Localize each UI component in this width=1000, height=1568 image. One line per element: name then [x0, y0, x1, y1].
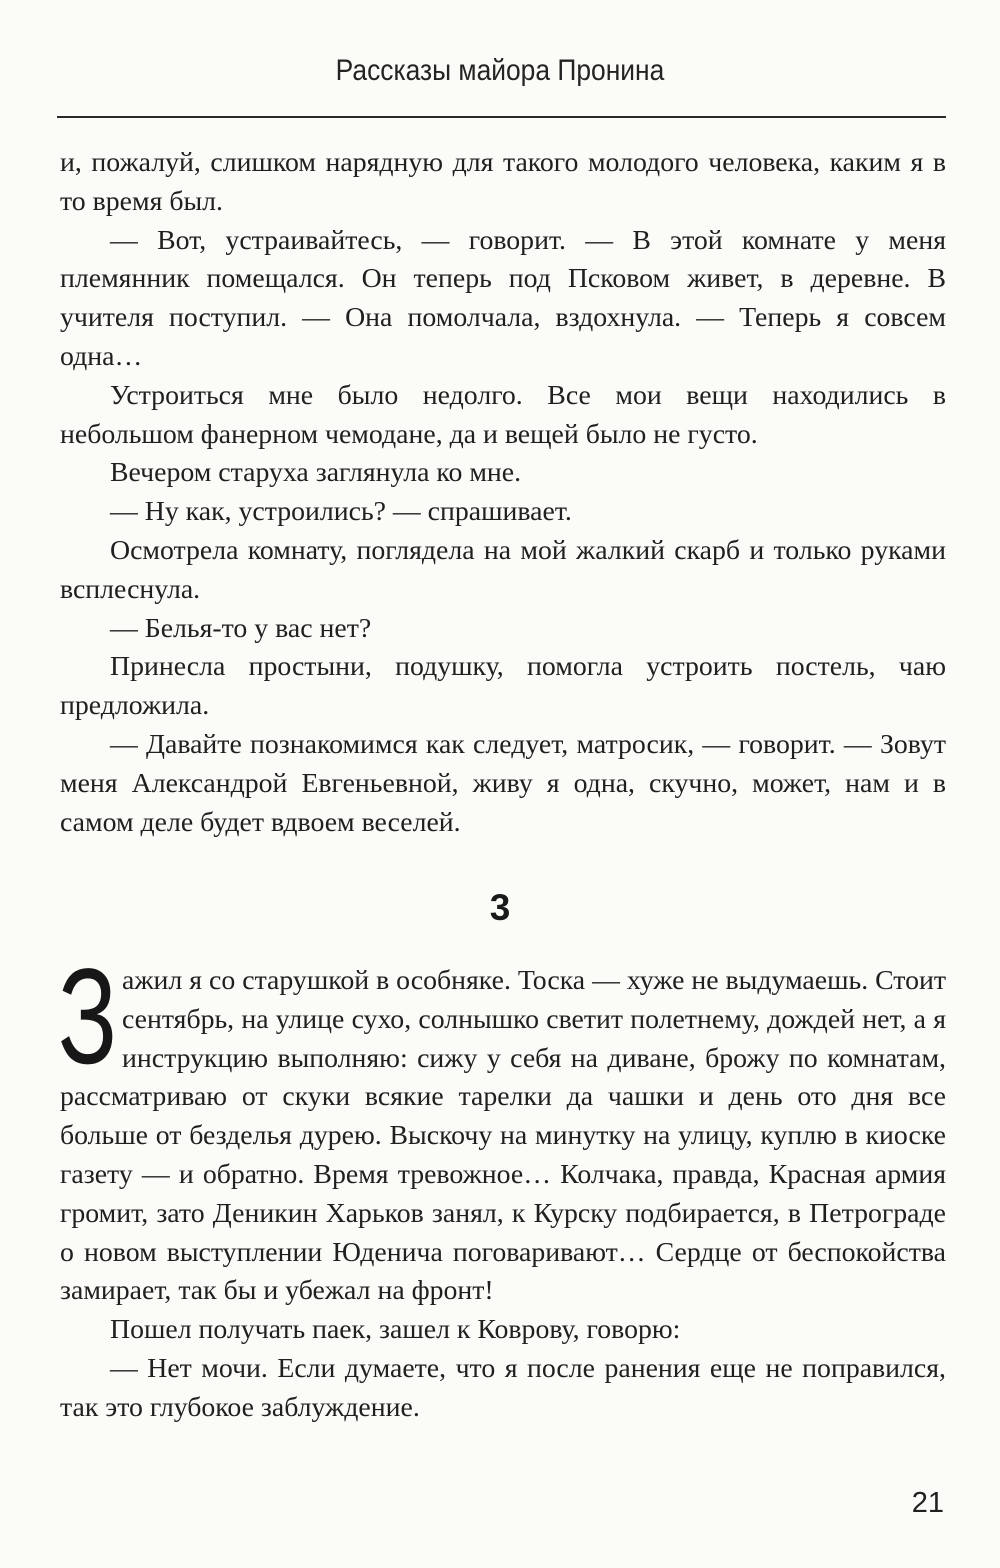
paragraph: — Белья-то у вас нет? [110, 612, 372, 644]
opening-text: ажил я со старушкой в особняке. Тоска — хуже не выдумаешь. Стоит сентябрь, на улице сухо, солнышко светит полетнему, дождей нет, а я инструкцию выполняю: сижу у себя на диване, брожу по комнатам, рассматриваю от скуки всякие тарелки да чашки и день ото дня все больше от безделья дурею. Выскочу на минутку на улицу, куплю в киоске газету — и обратно. Время тревожное… Колчака, правда, Красная армия громит, зато Деникин Харьков занял, к Курску подбирается, в Петрограде о новом выступлении Юденича поговаривают… Сердце от беспокойства замирает, так бы и убежал на фронт! [60, 965, 946, 1307]
chapter-opening-paragraph [58, 940, 946, 1311]
page-number: 21 [911, 1487, 944, 1519]
text-block-chapter [58, 940, 946, 1428]
paragraph: — Ну как, устроились? — спрашивает. [110, 496, 572, 528]
paragraph: — Нет мочи. Если думаете, что я после ранения еще не поправился, так это глубокое заблуждение. [60, 1352, 946, 1423]
paragraph: Вечером старуха заглянула ко мне. [110, 457, 522, 489]
drop-cap: З [58, 940, 118, 1092]
paragraph: Принесла простыни, подушку, помогла устроить постель, чаю предложила. [60, 651, 946, 722]
paragraph: — Вот, устраивайтесь, — говорит. — В этой комнате у меня племянник помещался. Он теперь под Псковом живет, в деревне. В учителя поступил. — Она помолчала, вздохнула. — Теперь я совсем одна… [60, 224, 946, 372]
chapter-number: 3 [489, 887, 511, 928]
paragraph: Пошел получать паек, зашел к Коврову, говорю: [110, 1314, 681, 1346]
paragraph: — Давайте познакомимся как следует, матросик, — говорит. — Зовут меня Александрой Евгеньевной, живу я одна, скучно, может, нам и в самом деле будет вдвоем веселей. [60, 728, 946, 838]
paragraph: и, пожалуй, слишком нарядную для такого молодого человека, каким я в то время был. [60, 147, 946, 217]
paragraph: Осмотрела комнату, поглядела на мой жалкий скарб и только руками всплеснула. [60, 534, 946, 605]
header-rule [57, 116, 946, 118]
paragraph: Устроиться мне было недолго. Все мои вещи находились в небольшом фанерном чемодане, да и вещей было не густо. [60, 379, 946, 450]
text-block-before-chapter [60, 144, 946, 842]
running-header: Рассказы майора Пронина [335, 54, 665, 87]
